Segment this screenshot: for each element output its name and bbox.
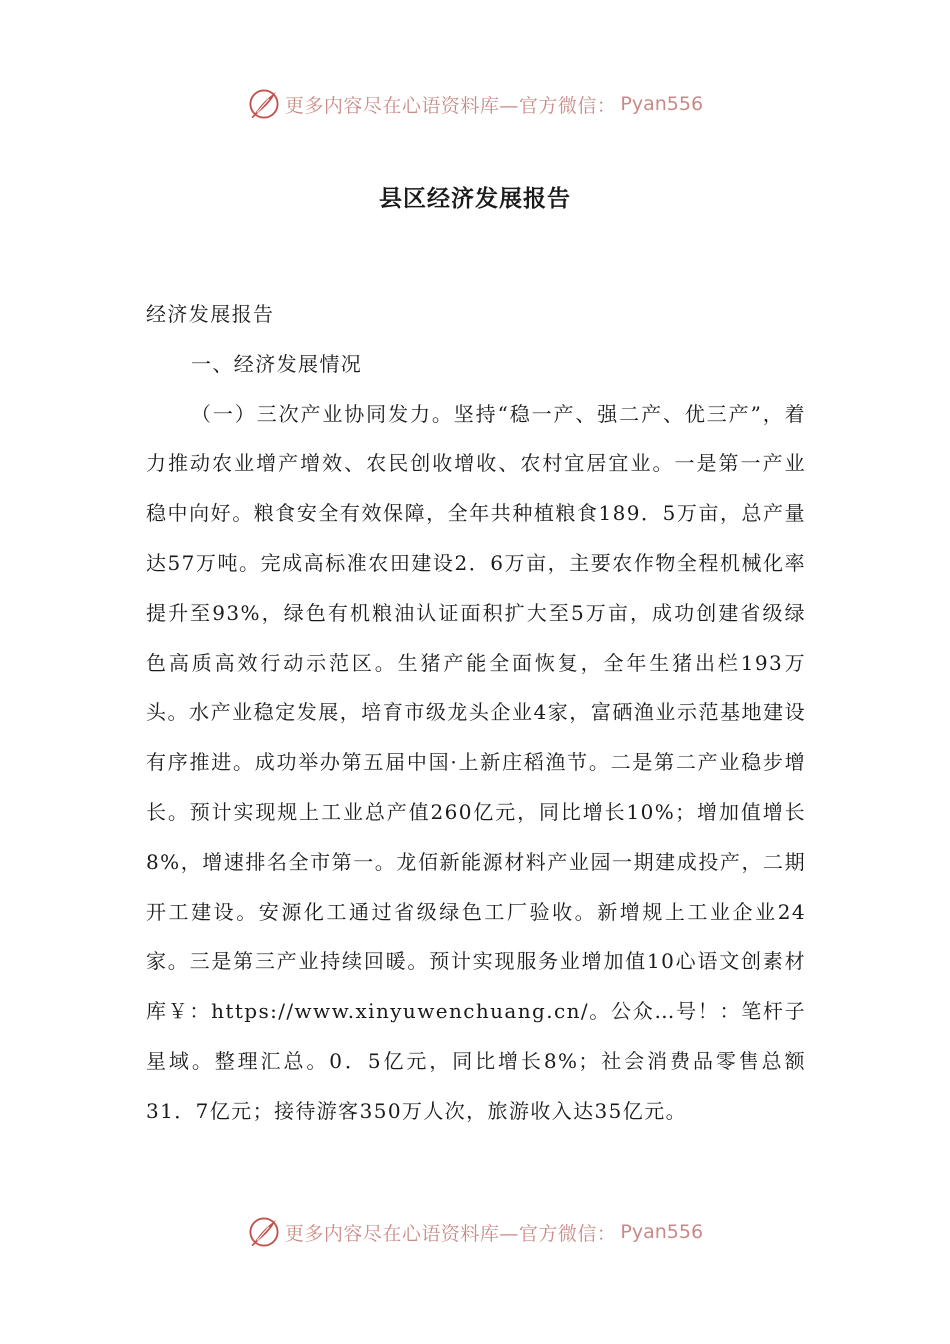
quill-pen-logo-icon (247, 1215, 281, 1249)
watermark-wechat-id: Pyan556 (620, 93, 704, 115)
watermark-banner (247, 87, 703, 121)
watermark-wechat-id: Pyan556 (620, 1221, 704, 1243)
watermark-banner (247, 1215, 703, 1249)
header-watermark (0, 84, 950, 124)
body-paragraph: （一）三次产业协同发力。坚持“稳一产、强二产、优三产”，着力推动农业增产增效、农民创收增收、农村宜居宜业。一是第一产业稳中向好。粮食安全有效保障，全年共种植粮食189．5万亩，总产量达57万吨。完成高标准农田建设2．6万亩，主要农作物全程机械化率提升至93%，绿色有机粮油认证面积扩大至5万亩，成功创建省级绿色高质高效行动示范区。生猪产能全面恢复，全年生猪出栏193万头。水产业稳定发展，培育市级龙头企业4家，富硒渔业示范基地建设有序推进。成功举办第五届中国·上新庄稻渔节。二是第二产业稳步增长。预计实现规上工业总产值260亿元，同比增长10%；增加值增长8%，增速排名全市第一。龙佰新能源材料产业园一期建成投产，二期开工建设。安源化工通过省级绿色工厂验收。新增规上工业企业24家。三是第三产业持续回暖。预计实现服务业增加值10心语文创素材库￥：https://www.xinyuwenchuang.cn/。公众…号！：笔杆子星域。整理汇总。0．5亿元，同比增长8%；社会消费品零售总额31．7亿元；接待游客350万人次，旅游收入达35亿元。 (146, 401, 806, 1123)
document-title: 县区经济发展报告 (379, 185, 571, 212)
watermark-text: 更多内容尽在心语资料库—官方微信： (284, 1222, 617, 1245)
document-body (146, 290, 806, 1137)
document-subtitle: 经济发展报告 (146, 302, 275, 326)
quill-pen-logo-icon (247, 87, 281, 121)
footer-watermark (0, 1212, 950, 1252)
section-heading: 一、经济发展情况 (191, 351, 363, 376)
watermark-text: 更多内容尽在心语资料库—官方微信： (284, 94, 617, 117)
